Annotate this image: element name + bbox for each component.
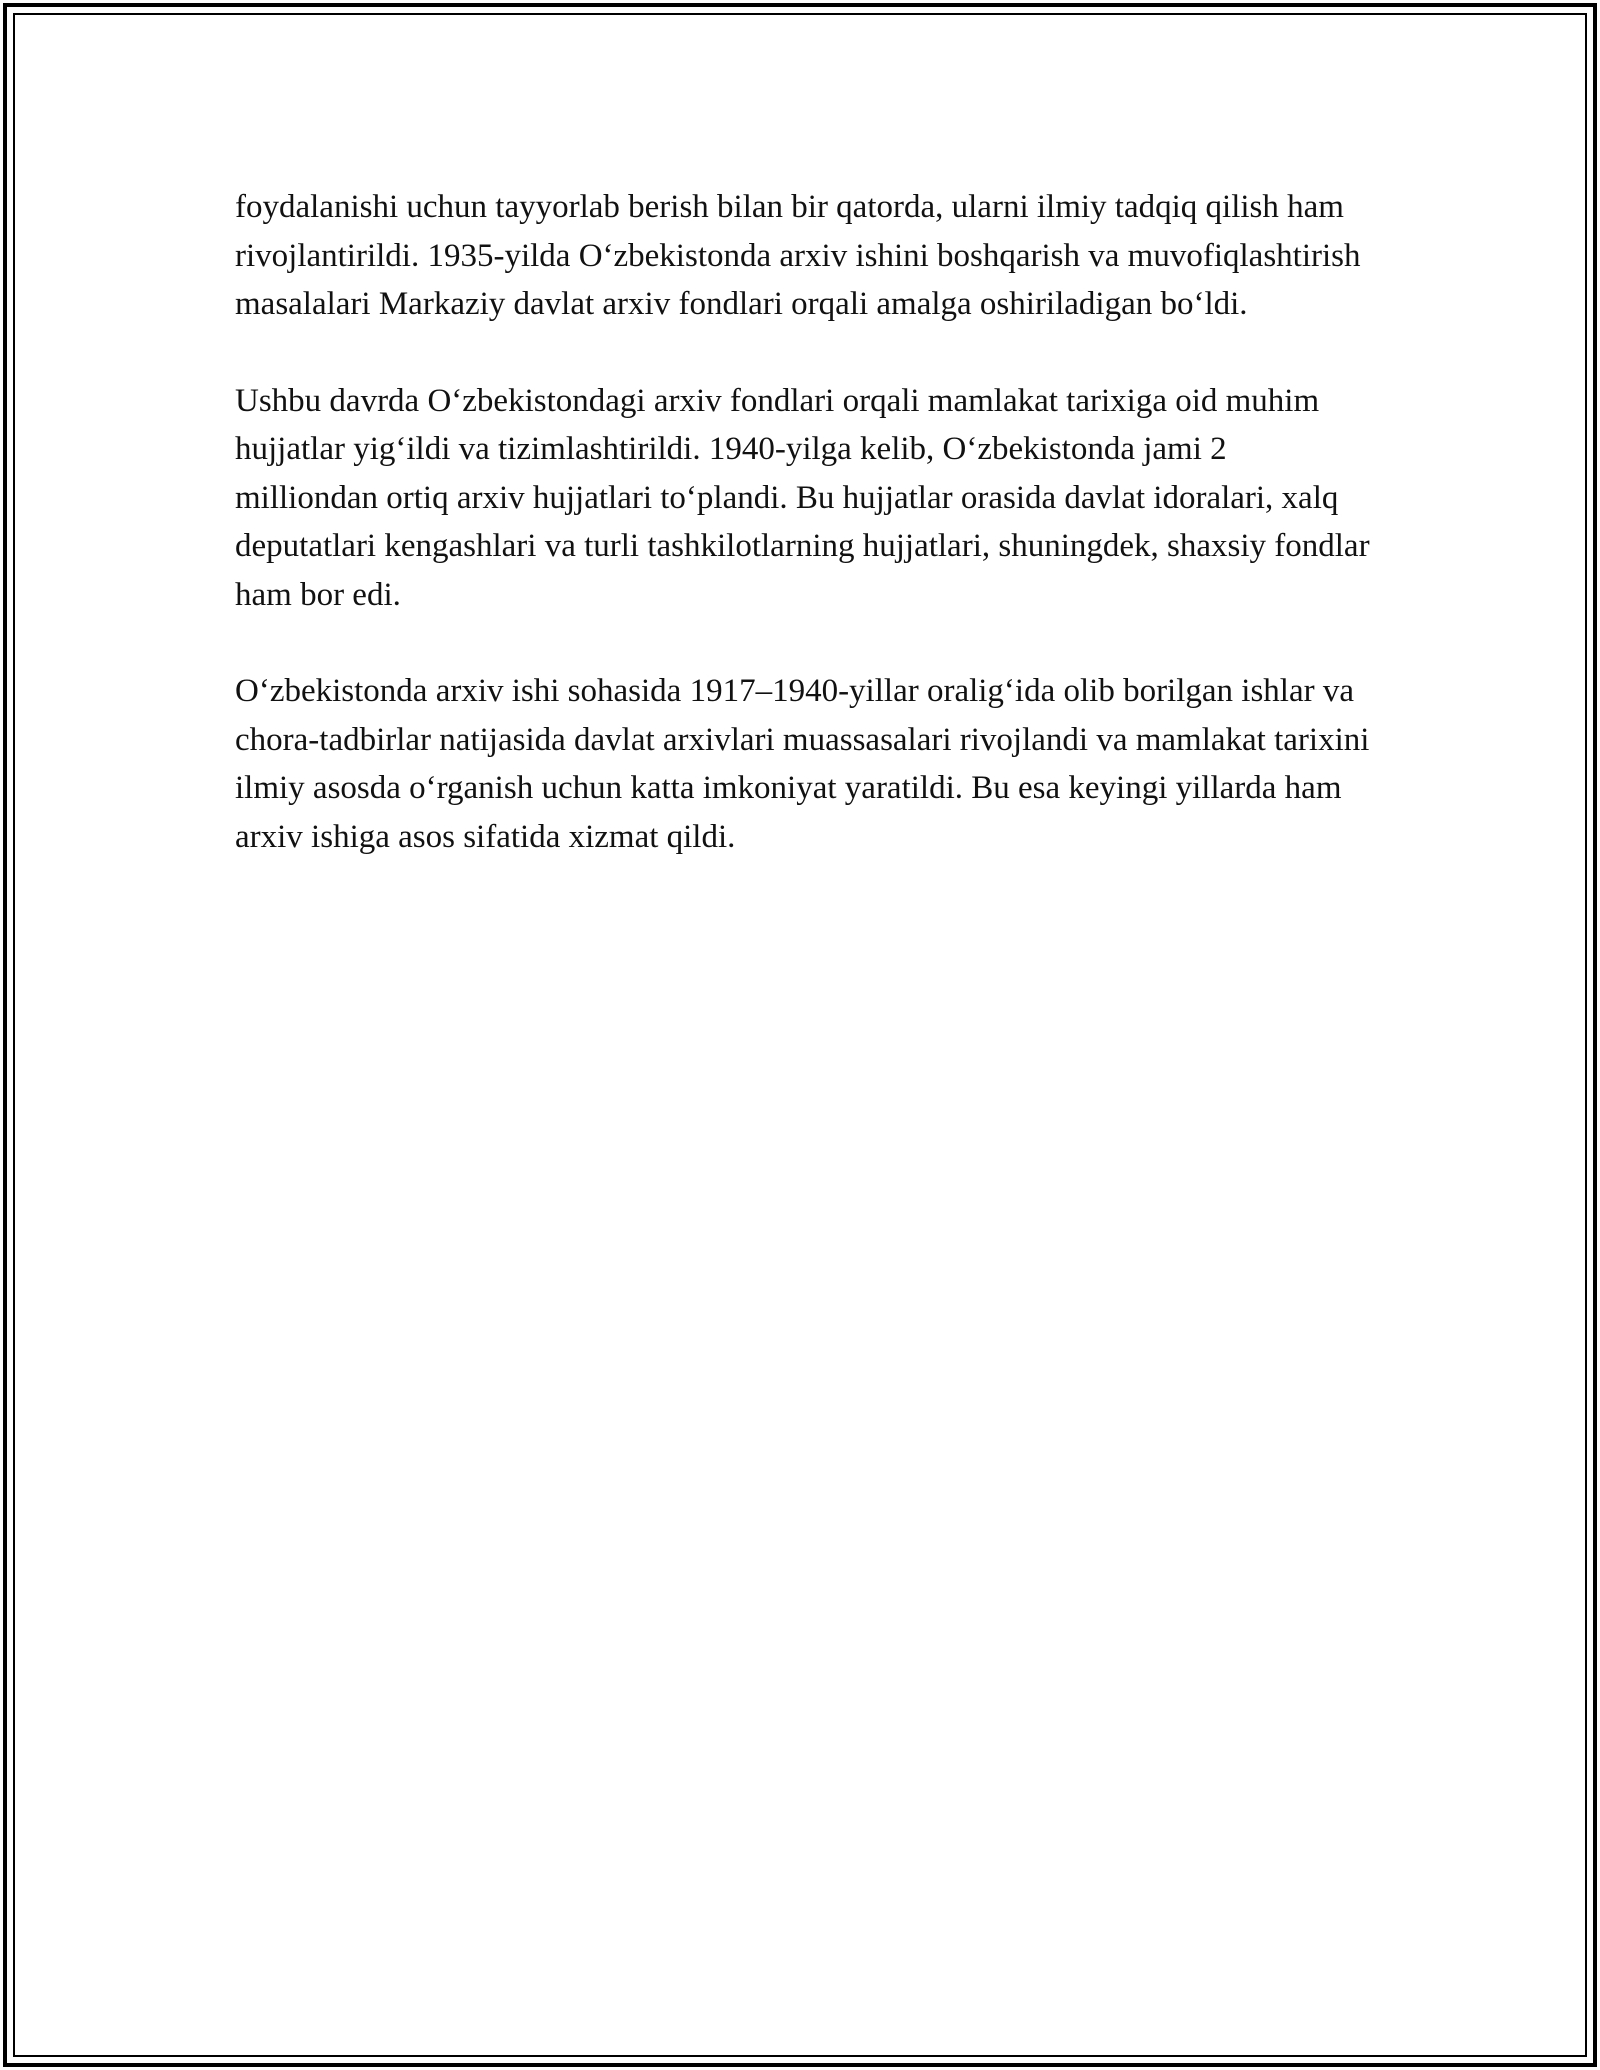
paragraph-3: O‘zbekistonda arxiv ishi sohasida 1917–1940-yillar oralig‘ida olib borilgan ishlar va chora-tadbirlar natijasida davlat arxivlari muassasalari rivojlandi va mamlakat tarixini ilmiy asosda o‘rganish uchun katta imkoniyat yaratildi. Bu esa keyingi yillarda ham arxiv ishiga asos sifatida xizmat qildi.	[235, 673, 1370, 855]
document-body	[235, 183, 1375, 909]
paragraph-1: foydalanishi uchun tayyorlab berish bilan bir qatorda, ularni ilmiy tadqiq qilish ham rivojlantirildi. 1935-yilda O‘zbekistonda arxiv ishini boshqarish va muvofiqlashtirish masalalari Markaziy davlat arxiv fondlari orqali amalga oshiriladigan bo‘ldi.	[235, 189, 1361, 322]
paragraph-2: Ushbu davrda O‘zbekistondagi arxiv fondlari orqali mamlakat tarixiga oid muhim hujjatlar yig‘ildi va tizimlashtirildi. 1940-yilga kelib, O‘zbekistonda jami 2 milliondan ortiq arxiv hujjatlari to‘plandi. Bu hujjatlar orasida davlat idoralari, xalq deputatlari kengashlari va turli tashkilotlarning hujjatlari, shuningdek, shaxsiy fondlar ham bor edi.	[235, 382, 1370, 613]
